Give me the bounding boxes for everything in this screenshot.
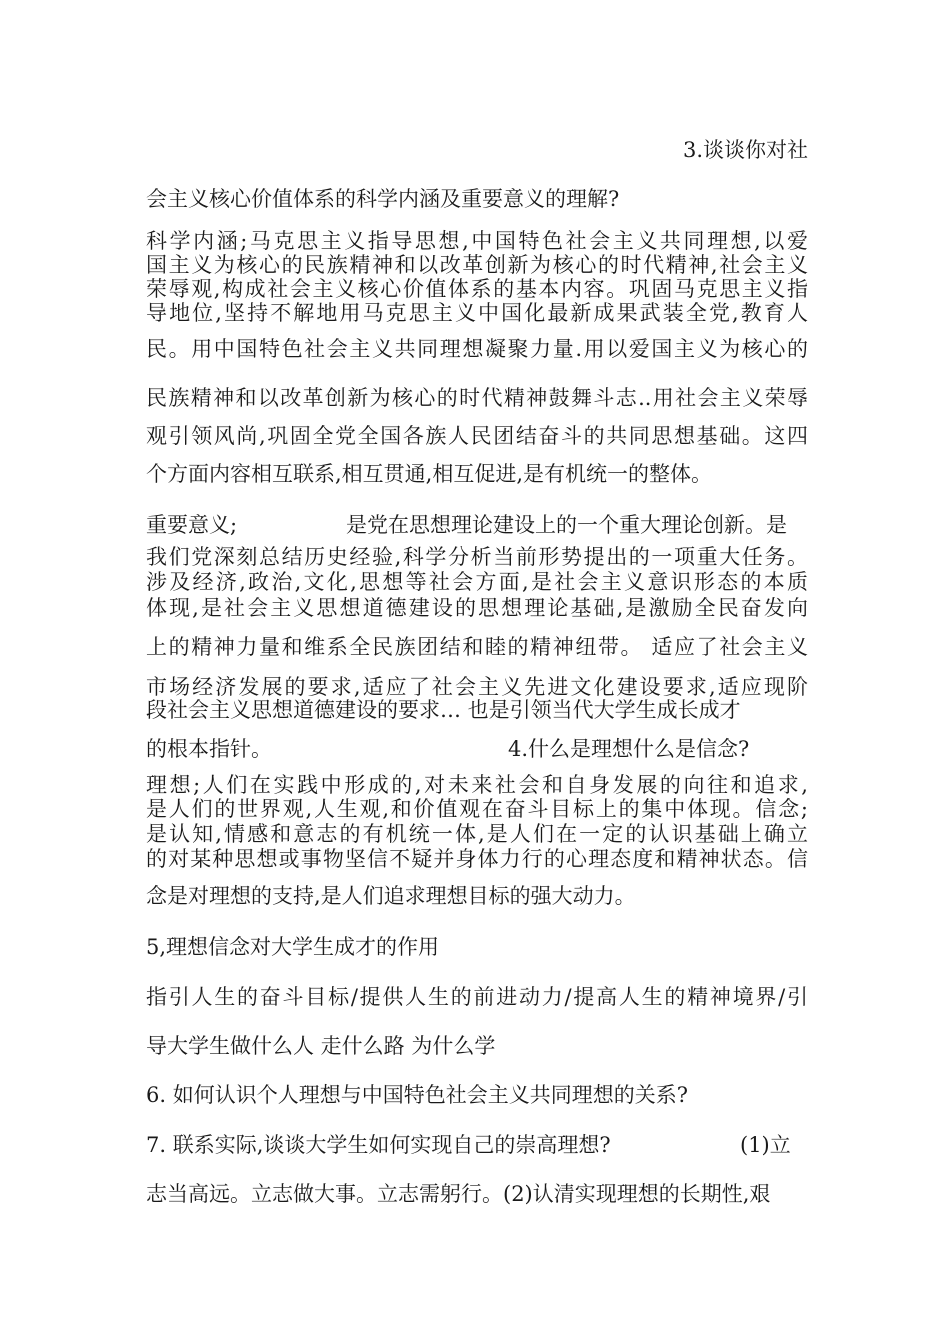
q7-content-line: 志当高远。立志做大事。立志需躬行。(2)认清实现理想的长期性,艰 — [146, 1182, 771, 1206]
q3-heading-continuation: 会主义核心价值体系的科学内涵及重要意义的理解? — [146, 187, 620, 211]
q3-content-line: 观引领风尚,巩固全党全国各族人民团结奋斗的共同思想基础。这四 — [146, 424, 808, 448]
q4-content-line: 理想;人们在实践中形成的,对未来社会和自身发展的向往和追求, — [146, 773, 808, 797]
q7-point1-start: (1)立 — [740, 1133, 791, 1157]
q3-content-line: 科学内涵;马克思主义指导思想,中国特色社会主义共同理想,以爱 — [146, 229, 808, 253]
q5-heading: 5,理想信念对大学生成才的作用 — [146, 935, 440, 959]
q4-content-line: 是人们的世界观,人生观,和价值观在奋斗目标上的集中体现。信念; — [146, 797, 808, 821]
q7-heading: 7. 联系实际,谈谈大学生如何实现自己的崇高理想? — [146, 1133, 611, 1157]
q3-heading-tail: 3.谈谈你对社 — [682, 138, 808, 162]
significance-first-line: 是党在思想理论建设上的一个重大理论创新。是 — [346, 513, 787, 537]
q4-content-line: 是认知,情感和意志的有机统一体,是人们在一定的认识基础上确立 — [146, 822, 808, 846]
significance-last-line: 的根本指针。 — [146, 737, 272, 761]
q3-content-line: 荣辱观,构成社会主义核心价值体系的基本内容。巩固马克思主义指 — [146, 277, 808, 301]
significance-line: 上的精神力量和维系全民族团结和睦的精神纽带。 适应了社会主义 — [146, 635, 808, 659]
q3-content-line: 个方面内容相互联系,相互贯通,相互促进,是有机统一的整体。 — [146, 462, 713, 486]
significance-line: 段社会主义思想道德建设的要求… 也是引领当代大学生成长成才 — [146, 698, 741, 722]
significance-line: 体现,是社会主义思想道德建设的思想理论基础,是激励全民奋发向 — [146, 596, 808, 620]
q4-heading: 4.什么是理想什么是信念? — [508, 737, 750, 761]
significance-label: 重要意义; — [146, 513, 238, 537]
significance-line: 涉及经济,政治,文化,思想等社会方面,是社会主义意识形态的本质 — [146, 570, 808, 594]
q3-content-line: 民族精神和以改革创新为核心的时代精神鼓舞斗志..用社会主义荣辱 — [146, 386, 808, 410]
significance-line: 市场经济发展的要求,适应了社会主义先进文化建设要求,适应现阶 — [146, 675, 808, 699]
significance-line: 我们党深刻总结历史经验,科学分析当前形势提出的一项重大任务。 — [146, 545, 808, 569]
q5-content-line: 导大学生做什么人 走什么路 为什么学 — [146, 1034, 496, 1058]
q4-content-line: 的对某种思想或事物坚信不疑并身体力行的心理态度和精神状态。信 — [146, 847, 808, 871]
q3-content-line: 国主义为核心的民族精神和以改革创新为核心的时代精神,社会主义 — [146, 253, 808, 277]
q3-content-line: 导地位,坚持不解地用马克思主义中国化最新成果武装全党,教育人 — [146, 301, 808, 325]
q3-content-line: 民。用中国特色社会主义共同理想凝聚力量.用以爱国主义为核心的 — [146, 337, 808, 361]
q6-heading: 6. 如何认识个人理想与中国特色社会主义共同理想的关系? — [146, 1083, 688, 1107]
q5-content-line: 指引人生的奋斗目标/提供人生的前进动力/提高人生的精神境界/引 — [146, 985, 808, 1009]
q4-content-line: 念是对理想的支持,是人们追求理想目标的强大动力。 — [146, 884, 636, 908]
